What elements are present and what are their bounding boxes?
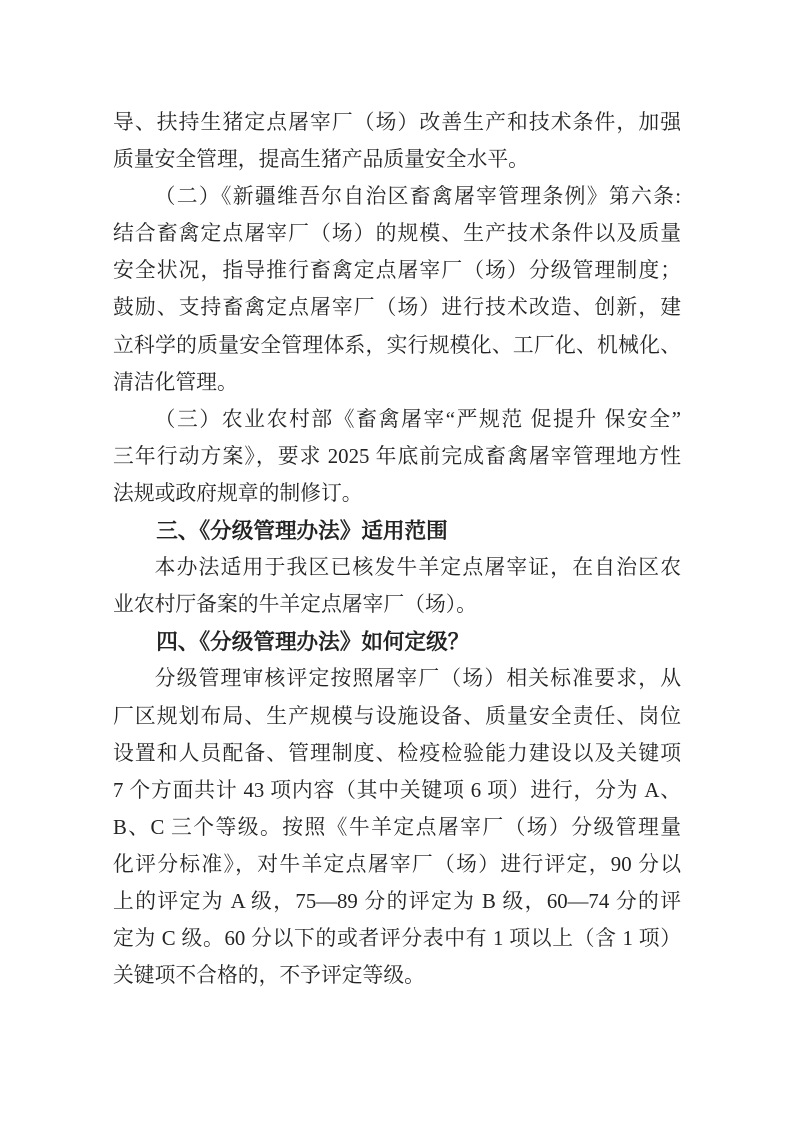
text-line: 安全状况，指导推行畜禽定点屠宰厂（场）分级管理制度； xyxy=(113,259,681,283)
text-line: （三）农业农村部《畜禽屠宰“严规范 促提升 保安全” xyxy=(154,407,681,431)
text-line: 化评分标准》，对牛羊定点屠宰厂（场）进行评定，90 分以 xyxy=(113,852,681,876)
text-line: 立科学的质量安全管理体系，实行规模化、工厂化、机械化、 xyxy=(113,333,681,357)
text-line: 设置和人员配备、管理制度、检疫检验能力建设以及关键项 xyxy=(113,741,681,765)
section-heading: 三、《分级管理办法》适用范围 xyxy=(156,518,448,544)
text-line: 本办法适用于我区已核发牛羊定点屠宰证，在自治区农 xyxy=(154,556,681,580)
text-line: 结合畜禽定点屠宰厂（场）的规模、生产技术条件以及质量 xyxy=(113,222,681,246)
text-line: 法规或政府规章的制修订。 xyxy=(113,481,363,505)
text-line: （二）《新疆维吾尔自治区畜禽屠宰管理条例》第六条: xyxy=(154,185,681,209)
text-line: 定为 C 级。60 分以下的或者评分表中有 1 项以上（含 1 项） xyxy=(113,927,681,951)
text-line: 上的评定为 A 级，75—89 分的评定为 B 级，60—74 分的评 xyxy=(113,889,681,913)
text-line: 分级管理审核评定按照屠宰厂（场）相关标准要求，从 xyxy=(154,667,681,691)
text-line: 导、扶持生猪定点屠宰厂（场）改善生产和技术条件，加强 xyxy=(113,111,681,134)
text-line: 质量安全管理，提高生猪产品质量安全水平。 xyxy=(113,148,529,172)
text-line: 鼓励、支持畜禽定点屠宰厂（场）进行技术改造、创新，建 xyxy=(113,296,681,320)
text-line: B、C 三个等级。按照《牛羊定点屠宰厂（场）分级管理量 xyxy=(113,815,681,839)
text-line: 关键项不合格的，不予评定等级。 xyxy=(113,964,425,988)
text-block xyxy=(113,104,681,994)
section-heading: 四、《分级管理办法》如何定级？ xyxy=(156,629,470,655)
text-line: 清洁化管理。 xyxy=(113,370,238,394)
text-line: 7 个方面共计 43 项内容（其中关键项 6 项）进行，分为 A、 xyxy=(113,778,681,802)
text-line: 三年行动方案》，要求 2025 年底前完成畜禽屠宰管理地方性 xyxy=(113,444,681,468)
text-line: 厂区规划布局、生产规模与设施设备、质量安全责任、岗位 xyxy=(113,704,681,728)
text-line: 业农村厅备案的牛羊定点屠宰厂（场）。 xyxy=(113,593,477,617)
